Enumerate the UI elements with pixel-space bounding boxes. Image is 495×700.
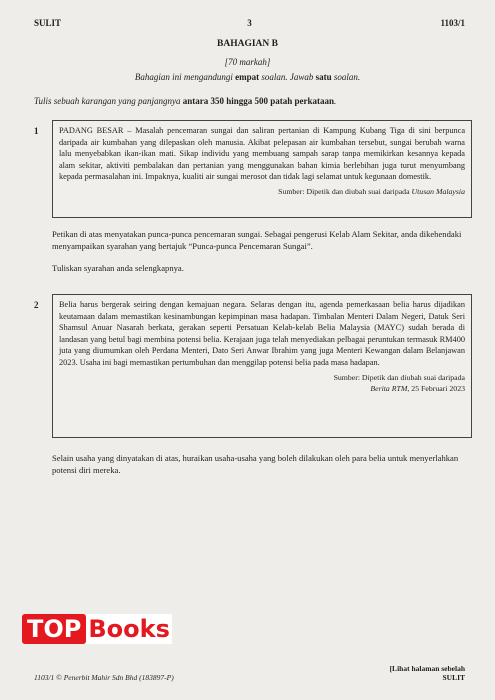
- footer-classification: SULIT: [442, 673, 465, 682]
- question-2-passage: Belia harus bergerak seiring dengan kemajuan negara. Selaras dengan itu, agenda pemerkasaan belia harus dijadikan keutamaan dalam memastikan kesinambungan kepimpinan masa hadapan. Timbalan Menteri Dalam Negeri, Datuk Seri Shamsul Anuar Nasarah berkata, gerakan seperti Persatuan Kelab-kelab Belia Malaysia (MAYC) sudah berada di landasan yang betul bagi membina potensi belia. Kerajaan juga telah menyediakan pelbagai peruntukan termasuk RM400 juta yang diumumkan oleh Perdana Menteri, Dato Seri Anwar Ibrahim yang juga Menteri Kewangan dalam Belanjawan 2023. Usaha ini bagi memastikan pertumbuhan dan menggilap potensi belia pada masa hadapan.: [59, 300, 465, 367]
- question-2-passage-box: [52, 294, 472, 438]
- question-1-source: [59, 186, 465, 198]
- section-marks: [0, 57, 495, 67]
- logo-top: TOP: [22, 614, 86, 644]
- question-1-passage-box: [52, 120, 472, 218]
- source-prefix: Sumber: Dipetik dan diubah suai daripada: [278, 186, 412, 196]
- section-instruction-part: soalan.: [331, 72, 361, 82]
- essay-instruction-part: .: [334, 96, 337, 106]
- page-header: [34, 18, 465, 30]
- section-marks-text: [70 markah]: [224, 57, 271, 67]
- question-number: 2: [34, 300, 39, 310]
- section-instruction: [0, 72, 495, 82]
- section-title: BAHAGIAN B: [217, 39, 278, 49]
- header-paper-code: 1103/1: [440, 18, 465, 28]
- source-publication: Utusan Malaysia: [411, 186, 465, 196]
- essay-instruction: [34, 96, 336, 106]
- footer-next-page: [390, 664, 465, 682]
- question-1-task-2: Tuliskan syarahan anda selengkapnya.: [52, 263, 184, 273]
- question-1-task: Petikan di atas menyatakan punca-punca pencemaran sungai. Sebagai pengerusi Kelab Alam Sekitar, anda dikehendaki menyampaikan syarahan yang bertajuk “Punca-punca Pencemaran Sungai”.: [52, 229, 462, 251]
- section-instruction-part: Bahagian ini mengandungi: [134, 72, 236, 82]
- source-date: , 25 Februari 2023: [407, 384, 465, 394]
- section-instruction-bold: satu: [315, 72, 332, 82]
- footer-publisher: 1103/1 © Penerbit Mahir Sdn Bhd (183897-P): [34, 673, 174, 682]
- question-2-task: Selain usaha yang dinyatakan di atas, huraikan usaha-usaha yang boleh dilakukan oleh para belia untuk menyerlahkan potensi diri mereka.: [52, 453, 459, 475]
- header-page-number: 3: [247, 18, 252, 28]
- footer-next-page-text: [Lihat halaman sebelah: [389, 664, 465, 673]
- source-prefix: Sumber: Dipetik dan diubah suai daripada: [333, 372, 465, 382]
- section-instruction-bold: empat: [235, 72, 260, 82]
- source-publication: Berita RTM: [370, 384, 408, 394]
- question-number: 1: [34, 126, 39, 136]
- question-1-passage: PADANG BESAR – Masalah pencemaran sungai dan saliran pertanian di Kampung Kubang Tiga di sini berpunca daripada air kumbahan yang dilepaskan oleh manusia. Akibat pelepasan air kumbahan tersebut, sungai berubah warna lalu menyebabkan ikan-ikan mati. Sikap individu yang membuang sampah sarap tanpa memikirkan kesannya kepada alam sekitar, aktiviti pembalakan dan pertanian yang menggunakan bahan kimia berlebihan juga turut menyumbang kepada permasalahan ini. Impaknya, kualiti air sungai merosot dan tidak lagi selamat untuk kegunaan domestik.: [59, 126, 465, 182]
- section-instruction-part: soalan. Jawab: [259, 72, 316, 82]
- topbooks-watermark-logo: [22, 614, 172, 644]
- essay-instruction-bold: antara 350 hingga 500 patah perkataan: [182, 96, 335, 106]
- question-2-source: [59, 372, 465, 395]
- essay-instruction-part: Tulis sebuah karangan yang panjangnya: [34, 96, 183, 106]
- header-classification: SULIT: [34, 18, 62, 28]
- logo-books: Books: [88, 615, 170, 643]
